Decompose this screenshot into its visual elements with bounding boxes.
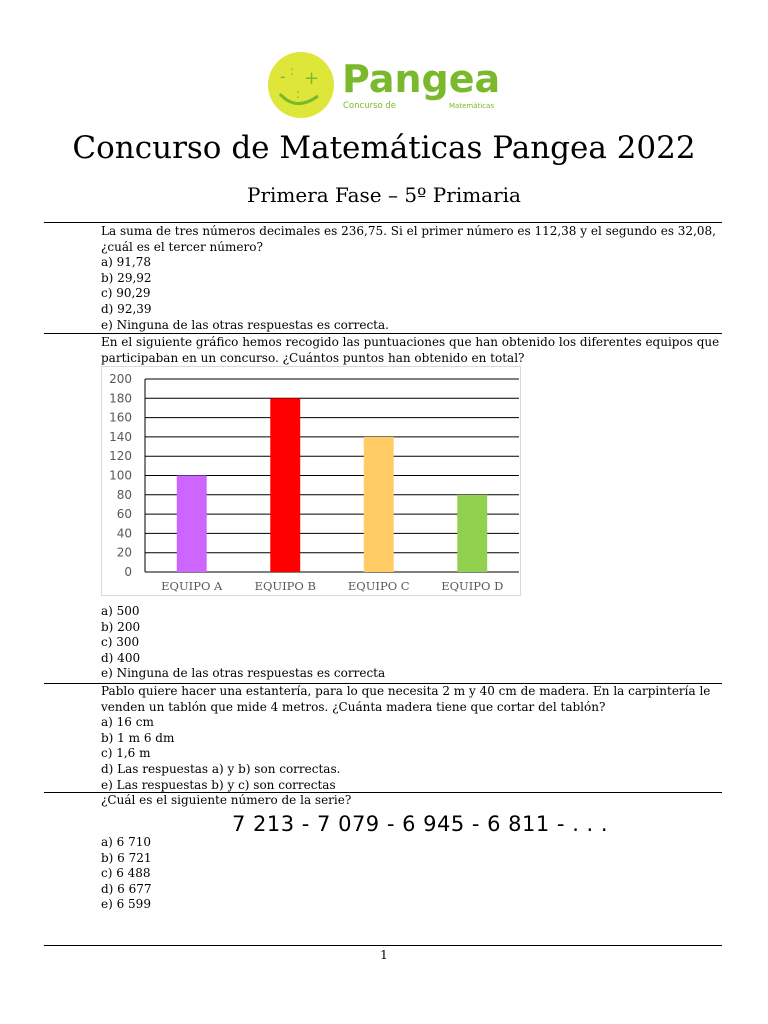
answer-option: c) 6 488 (101, 866, 151, 881)
question-2-options (101, 604, 721, 682)
y-tick-label: 80 (116, 487, 132, 502)
question-4-stem-block (101, 793, 721, 809)
answer-option: a) 16 cm (101, 715, 154, 730)
bar (457, 495, 487, 572)
answer-option: d) 6 677 (101, 881, 152, 896)
bar (270, 398, 300, 572)
answer-option: c) 1,6 m (101, 746, 151, 761)
y-tick-label: 160 (109, 410, 132, 425)
y-tick-label: 40 (116, 526, 132, 541)
y-tick-label: 120 (109, 449, 132, 464)
question-stem: ¿Cuál es el siguiente número de la serie? (101, 793, 352, 807)
y-tick-label: 140 (109, 429, 132, 444)
answer-option: b) 200 (101, 619, 141, 634)
y-tick-label: 0 (124, 565, 132, 579)
answer-option: c) 300 (101, 635, 140, 650)
bar (364, 437, 394, 572)
answer-option: e) Las respuestas b) y c) son correctas (101, 777, 336, 792)
question-divider (44, 333, 722, 334)
answer-option: a) 500 (101, 604, 140, 618)
logo-tagline-left: Concurso de (343, 101, 397, 111)
question-1 (101, 224, 721, 333)
y-tick-label: 20 (116, 545, 132, 560)
footer-divider (44, 945, 722, 946)
svg-text::: : (296, 87, 301, 101)
logo-tagline-right: Matemáticas (449, 102, 494, 110)
answer-option: e) 6 599 (101, 897, 151, 912)
page-number: 1 (380, 948, 388, 962)
x-tick-label: EQUIPO A (161, 579, 223, 593)
y-tick-label: 60 (116, 507, 132, 522)
answer-option: e) Ninguna de las otras respuestas es correcta. (101, 317, 389, 332)
question-2-stem-block (101, 335, 721, 366)
number-series: 7 213 - 7 079 - 6 945 - 6 811 - . . . (232, 812, 609, 836)
question-stem: La suma de tres números decimales es 236,75. Si el primer número es 112,38 y el segundo es 32,08, ¿cuál es el tercer número? (101, 224, 716, 254)
answer-option: d) 400 (101, 650, 141, 665)
svg-text:+: + (304, 68, 320, 89)
logo-name: Pangea (342, 57, 501, 101)
y-tick-label: 180 (109, 391, 132, 406)
svg-text:-: - (280, 67, 286, 86)
answer-option: b) 6 721 (101, 850, 152, 865)
bar (177, 476, 207, 573)
answer-option: a) 6 710 (101, 835, 152, 849)
question-stem: En el siguiente gráfico hemos recogido las puntuaciones que han obtenido los diferentes equipos que participaban en un concurso. ¿Cuántos puntos han obtenido en total? (101, 335, 720, 365)
question-3 (101, 684, 721, 793)
y-tick-label: 100 (109, 468, 132, 483)
svg-text::: : (290, 64, 295, 78)
answer-option: e) Ninguna de las otras respuestas es correcta (101, 666, 386, 681)
page-subtitle: Primera Fase – 5º Primaria (247, 183, 521, 207)
pangea-logo (266, 50, 506, 120)
question-divider (44, 222, 722, 223)
logo-face-icon (268, 52, 334, 118)
x-tick-label: EQUIPO D (441, 579, 504, 593)
answer-option: b) 29,92 (101, 270, 152, 285)
y-tick-label: 200 (109, 372, 132, 386)
answer-option: a) 91,78 (101, 255, 152, 270)
answer-option: d) 92,39 (101, 301, 152, 316)
question-stem: Pablo quiere hacer una estantería, para lo que necesita 2 m y 40 cm de madera. En la carpintería le venden un tablón que mide 4 metros. ¿Cuánta madera tiene que cortar del tablón? (101, 684, 711, 714)
page-title: Concurso de Matemáticas Pangea 2022 (72, 130, 696, 166)
bar-chart (101, 366, 521, 596)
x-tick-label: EQUIPO C (347, 579, 410, 593)
answer-option: b) 1 m 6 dm (101, 730, 175, 745)
x-tick-label: EQUIPO B (254, 579, 316, 593)
answer-option: d) Las respuestas a) y b) son correctas. (101, 761, 341, 776)
question-4-options (101, 835, 721, 913)
answer-option: c) 90,29 (101, 286, 151, 301)
